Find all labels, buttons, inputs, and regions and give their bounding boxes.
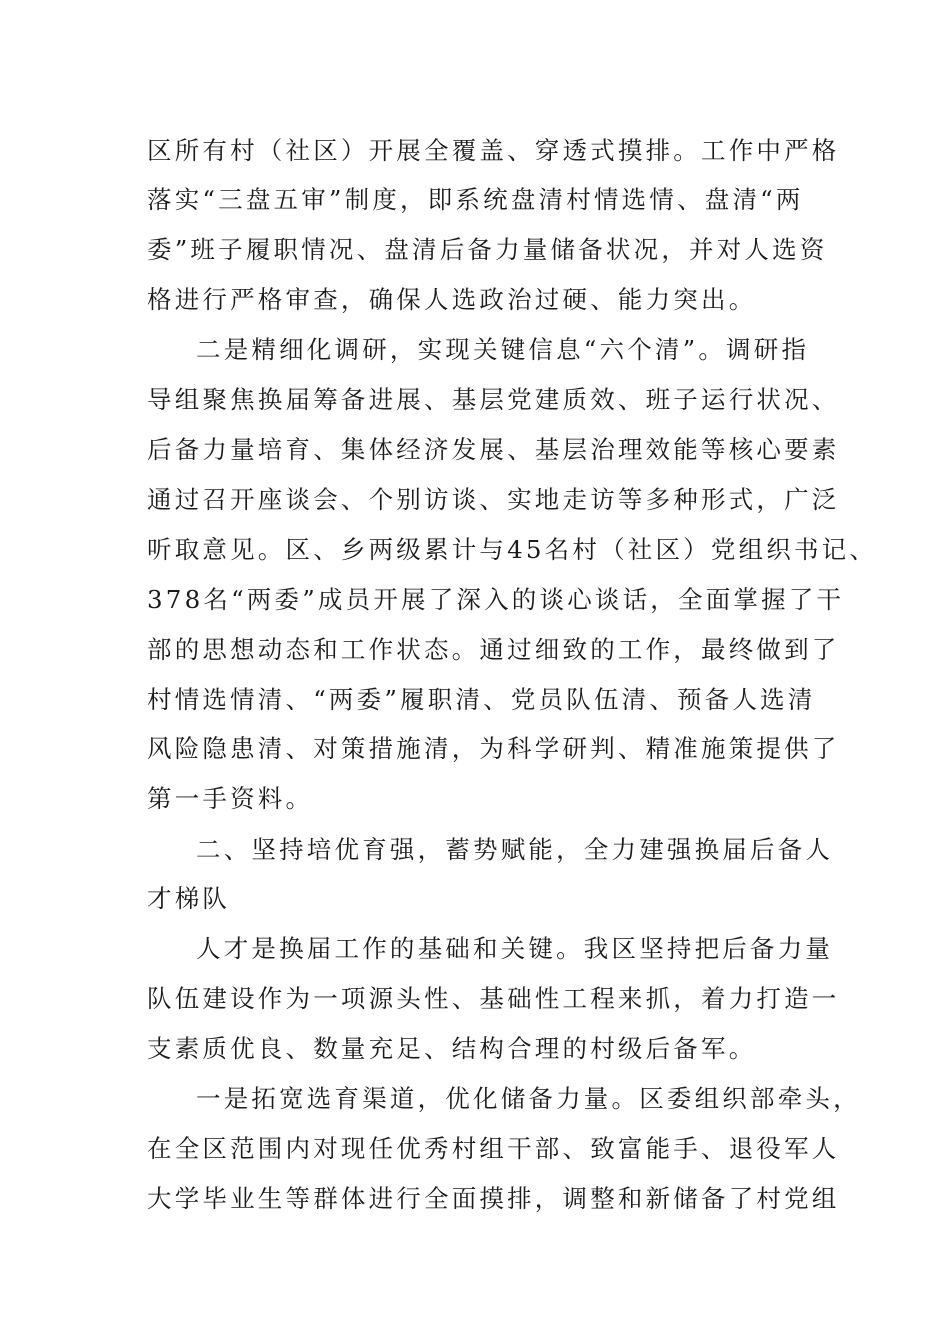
text-line: 378名“两委”成员开展了深入的谈心谈话，全面掌握了干 xyxy=(147,585,845,614)
text-line: 支素质优良、数量充足、结构合理的村级后备军。 xyxy=(147,1034,757,1063)
text-line: 通过召开座谈会、个别访谈、实地走访等多种形式，广泛 xyxy=(147,485,840,514)
text-line: 导组聚焦换届筹备进展、基层党建质效、班子运行状况、 xyxy=(147,385,840,414)
text-line: 第一手资料。 xyxy=(147,784,314,813)
text-line: 风险隐患清、对策措施清，为科学研判、精准施策提供了 xyxy=(147,734,840,763)
text-line: 后备力量培育、集体经济发展、基层治理效能等核心要素 xyxy=(147,435,840,464)
text-line: 委”班子履职情况、盘清后备力量储备状况，并对人选资 xyxy=(147,235,828,264)
paragraph-first-line: 一是拓宽选育渠道，优化储备力量。区委组织部牵头， xyxy=(196,1084,861,1113)
section-heading: 二、坚持培优育强，蓄势赋能，全力建强换届后备人 xyxy=(196,835,834,864)
text-line: 落实“三盘五审”制度，即系统盘清村情选情、盘清“两 xyxy=(147,185,804,214)
text-line: 部的思想动态和工作状态。通过细致的工作，最终做到了 xyxy=(147,635,840,664)
paragraph-first-line: 人才是换届工作的基础和关键。我区坚持把后备力量 xyxy=(196,934,834,963)
section-heading-continued: 才梯队 xyxy=(147,884,231,913)
text-line: 格进行严格审查，确保人选政治过硬、能力突出。 xyxy=(147,285,757,314)
text-line: 区所有村（社区）开展全覆盖、穿透式摸排。工作中严格 xyxy=(147,136,840,165)
text-line: 听取意见。区、乡两级累计与45名村（社区）党组织书记、 xyxy=(147,535,878,564)
paragraph-first-line: 二是精细化调研，实现关键信息“六个清”。调研指 xyxy=(196,335,810,364)
text-line: 队伍建设作为一项源头性、基础性工程来抓，着力打造一 xyxy=(147,984,840,1013)
text-line: 村情选情清、“两委”履职清、党员队伍清、预备人选清 xyxy=(147,685,816,714)
text-line: 在全区范围内对现任优秀村组干部、致富能手、退役军人 xyxy=(147,1134,840,1163)
text-line: 大学毕业生等群体进行全面摸排，调整和新储备了村党组 xyxy=(147,1184,840,1213)
